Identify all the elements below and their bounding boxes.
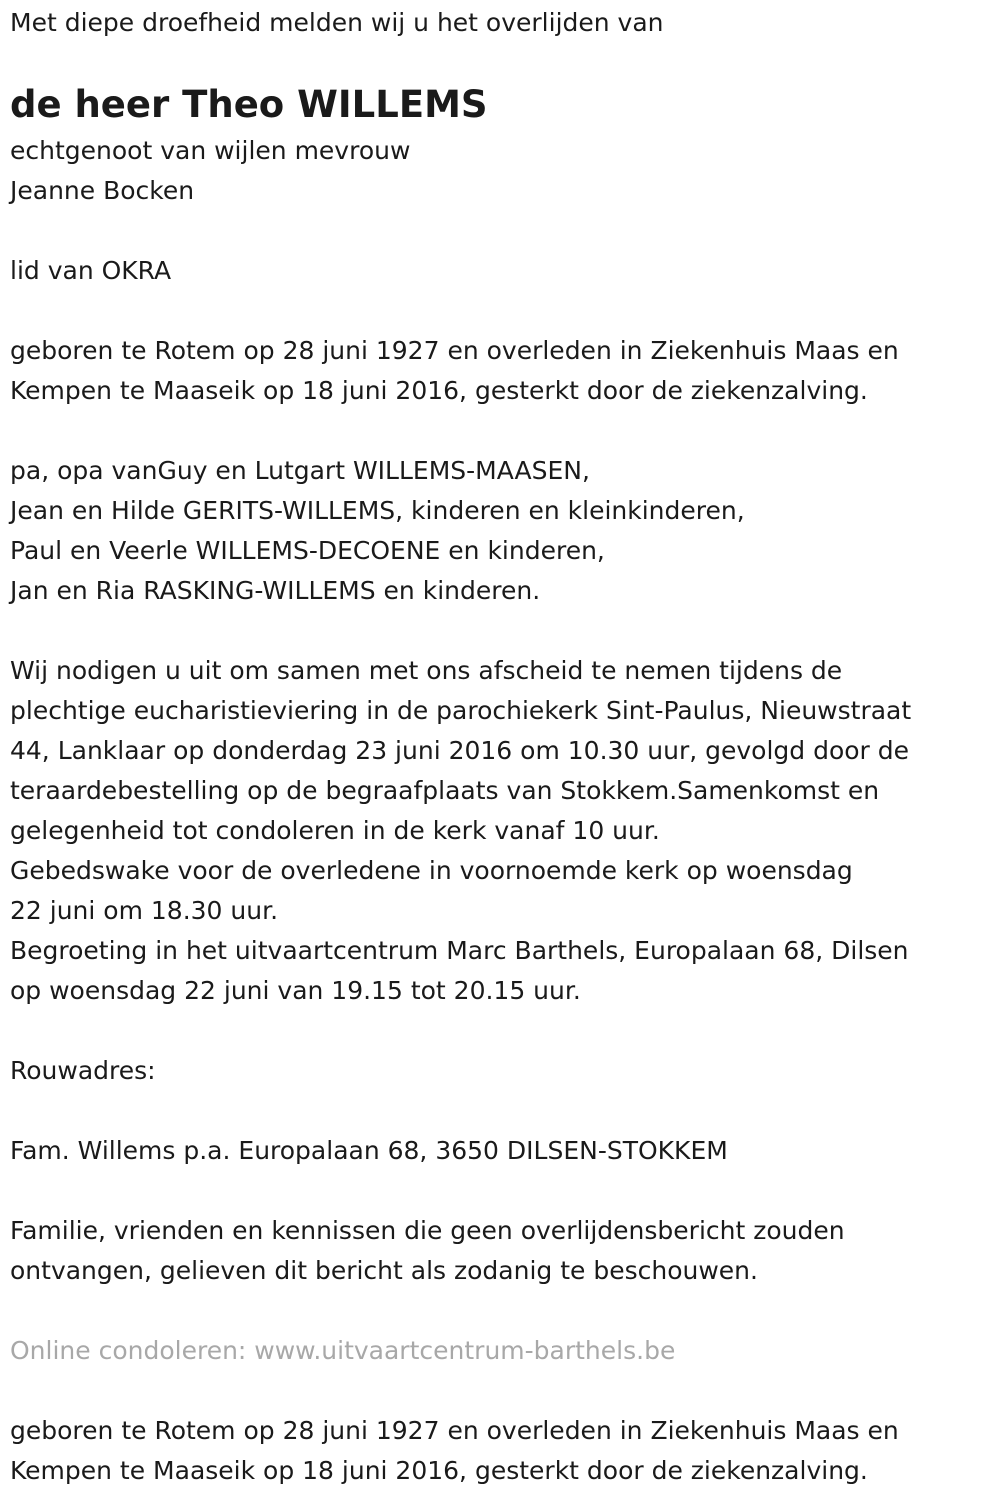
invitation-block <box>10 651 990 1011</box>
invitation-line: 44, Lanklaar op donderdag 23 juni 2016 om 10.30 uur, gevolgd door de <box>10 736 910 765</box>
online-condolence-link[interactable]: Online condoleren: www.uitvaartcentrum-barthels.be <box>10 1336 676 1365</box>
birth-death-line: Kempen te Maaseik op 18 juni 2016, gesterkt door de ziekenzalving. <box>10 1456 868 1485</box>
notice-line: Familie, vrienden en kennissen die geen overlijdensbericht zouden <box>10 1216 845 1245</box>
family-line: Jan en Ria RASKING-WILLEMS en kinderen. <box>10 576 541 605</box>
spacer <box>10 1091 990 1131</box>
notice-line: ontvangen, gelieven dit bericht als zodanig te beschouwen. <box>10 1256 758 1285</box>
spacer <box>10 1171 990 1211</box>
notice-block <box>10 1211 990 1291</box>
deceased-name: de heer Theo WILLEMS <box>10 83 488 126</box>
invitation-line: Begroeting in het uitvaartcentrum Marc Barthels, Europalaan 68, Dilsen <box>10 936 909 965</box>
mourning-address: Fam. Willems p.a. Europalaan 68, 3650 DILSEN-STOKKEM <box>10 1136 728 1165</box>
spacer <box>10 1371 990 1411</box>
spouse-line: echtgenoot van wijlen mevrouw <box>10 136 411 165</box>
birth-death-line: Kempen te Maaseik op 18 juni 2016, gesterkt door de ziekenzalving. <box>10 376 868 405</box>
membership-text: lid van OKRA <box>10 256 172 285</box>
invitation-line: Gebedswake voor de overledene in voornoemde kerk op woensdag <box>10 856 853 885</box>
birth-death-block <box>10 331 990 411</box>
family-block <box>10 451 990 611</box>
birth-death-line: geboren te Rotem op 28 juni 1927 en overleden in Ziekenhuis Maas en <box>10 1416 899 1445</box>
invitation-line: gelegenheid tot condoleren in de kerk vanaf 10 uur. <box>10 816 660 845</box>
birth-death-repeat-block <box>10 1411 990 1491</box>
spouse-name: Jeanne Bocken <box>10 176 195 205</box>
family-line: Paul en Veerle WILLEMS-DECOENE en kinderen, <box>10 536 605 565</box>
family-line: pa, opa vanGuy en Lutgart WILLEMS-MAASEN, <box>10 456 590 485</box>
family-line: Jean en Hilde GERITS-WILLEMS, kinderen en kleinkinderen, <box>10 496 745 525</box>
invitation-line: 22 juni om 18.30 uur. <box>10 896 279 925</box>
spouse-block <box>10 131 990 211</box>
invitation-line: op woensdag 22 juni van 19.15 tot 20.15 uur. <box>10 976 581 1005</box>
intro-text: Met diepe droefheid melden wij u het overlijden van <box>10 8 664 37</box>
spacer <box>10 1011 990 1051</box>
spacer <box>10 291 990 331</box>
spacer <box>10 411 990 451</box>
spacer <box>10 611 990 651</box>
invitation-line: Wij nodigen u uit om samen met ons afscheid te nemen tijdens de <box>10 656 843 685</box>
invitation-line: plechtige eucharistieviering in de parochiekerk Sint-Paulus, Nieuwstraat <box>10 696 912 725</box>
spacer <box>10 211 990 251</box>
invitation-line: teraardebestelling op de begraafplaats van Stokkem.Samenkomst en <box>10 776 880 805</box>
spacer <box>10 1291 990 1331</box>
address-label: Rouwadres: <box>10 1056 156 1085</box>
birth-death-line: geboren te Rotem op 28 juni 1927 en overleden in Ziekenhuis Maas en <box>10 336 899 365</box>
